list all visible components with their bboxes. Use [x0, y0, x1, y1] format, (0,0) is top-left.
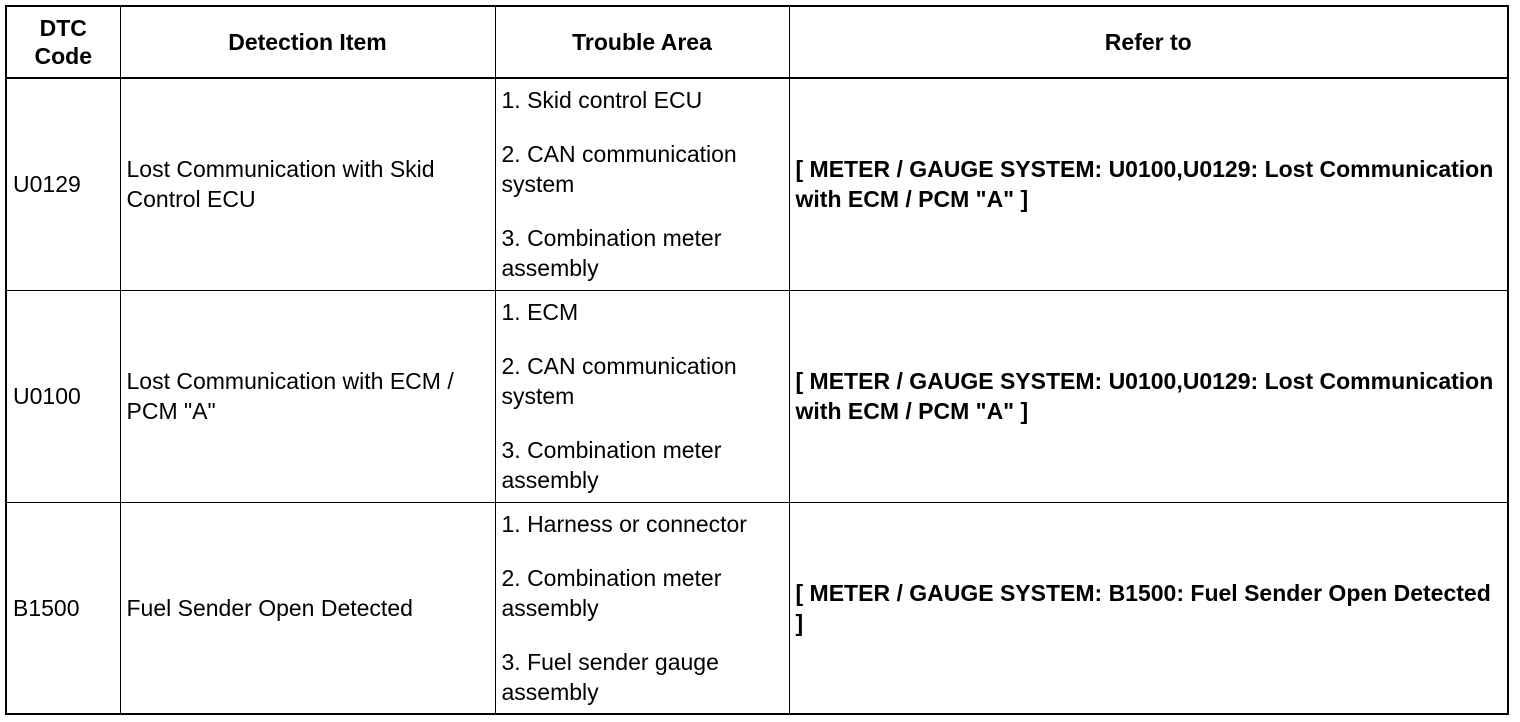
detection-item-cell: Lost Communication with ECM / PCM "A": [120, 290, 495, 502]
header-dtc-code-line2: Code: [34, 43, 92, 69]
table-row: [6, 78, 1508, 290]
trouble-area-item: 1. ECM: [501, 299, 579, 325]
header-dtc-code-line1: DTC: [39, 15, 87, 41]
trouble-area-item: 3. Combination meter assembly: [501, 225, 722, 282]
table-row: [6, 290, 1508, 502]
header-trouble-area: Trouble Area: [495, 6, 789, 78]
trouble-area-item: 2. CAN communication system: [501, 141, 737, 198]
header-refer-to: Refer to: [789, 6, 1508, 78]
trouble-area-cell: [495, 502, 789, 714]
dtc-code-cell: B1500: [6, 502, 120, 714]
refer-to-link[interactable]: [ METER / GAUGE SYSTEM: U0100,U0129: Lost Communication with ECM / PCM "A" ]: [789, 290, 1508, 502]
table-header: [6, 6, 1508, 78]
refer-to-link[interactable]: [ METER / GAUGE SYSTEM: B1500: Fuel Sender Open Detected ]: [789, 502, 1508, 714]
dtc-table: [5, 5, 1509, 715]
detection-item-cell: Lost Communication with Skid Control ECU: [120, 78, 495, 290]
dtc-code-cell: U0129: [6, 78, 120, 290]
trouble-area-item: 3. Fuel sender gauge assembly: [501, 648, 719, 705]
header-dtc-code: [6, 6, 120, 78]
trouble-area-item: 2. Combination meter assembly: [501, 564, 722, 621]
trouble-area-cell: [495, 78, 789, 290]
detection-item-cell: Fuel Sender Open Detected: [120, 502, 495, 714]
trouble-area-item: 3. Combination meter assembly: [501, 437, 722, 493]
trouble-area-cell: [495, 290, 789, 502]
trouble-area-item: 1. Skid control ECU: [501, 87, 703, 114]
header-row: [6, 6, 1508, 78]
refer-to-link[interactable]: [ METER / GAUGE SYSTEM: U0100,U0129: Lost Communication with ECM / PCM "A" ]: [789, 78, 1508, 290]
trouble-area-item: 2. CAN communication system: [501, 353, 737, 409]
trouble-area-item: 1. Harness or connector: [501, 510, 747, 537]
table-row: [6, 502, 1508, 714]
dtc-code-cell: U0100: [6, 290, 120, 502]
header-detection-item: Detection Item: [120, 6, 495, 78]
